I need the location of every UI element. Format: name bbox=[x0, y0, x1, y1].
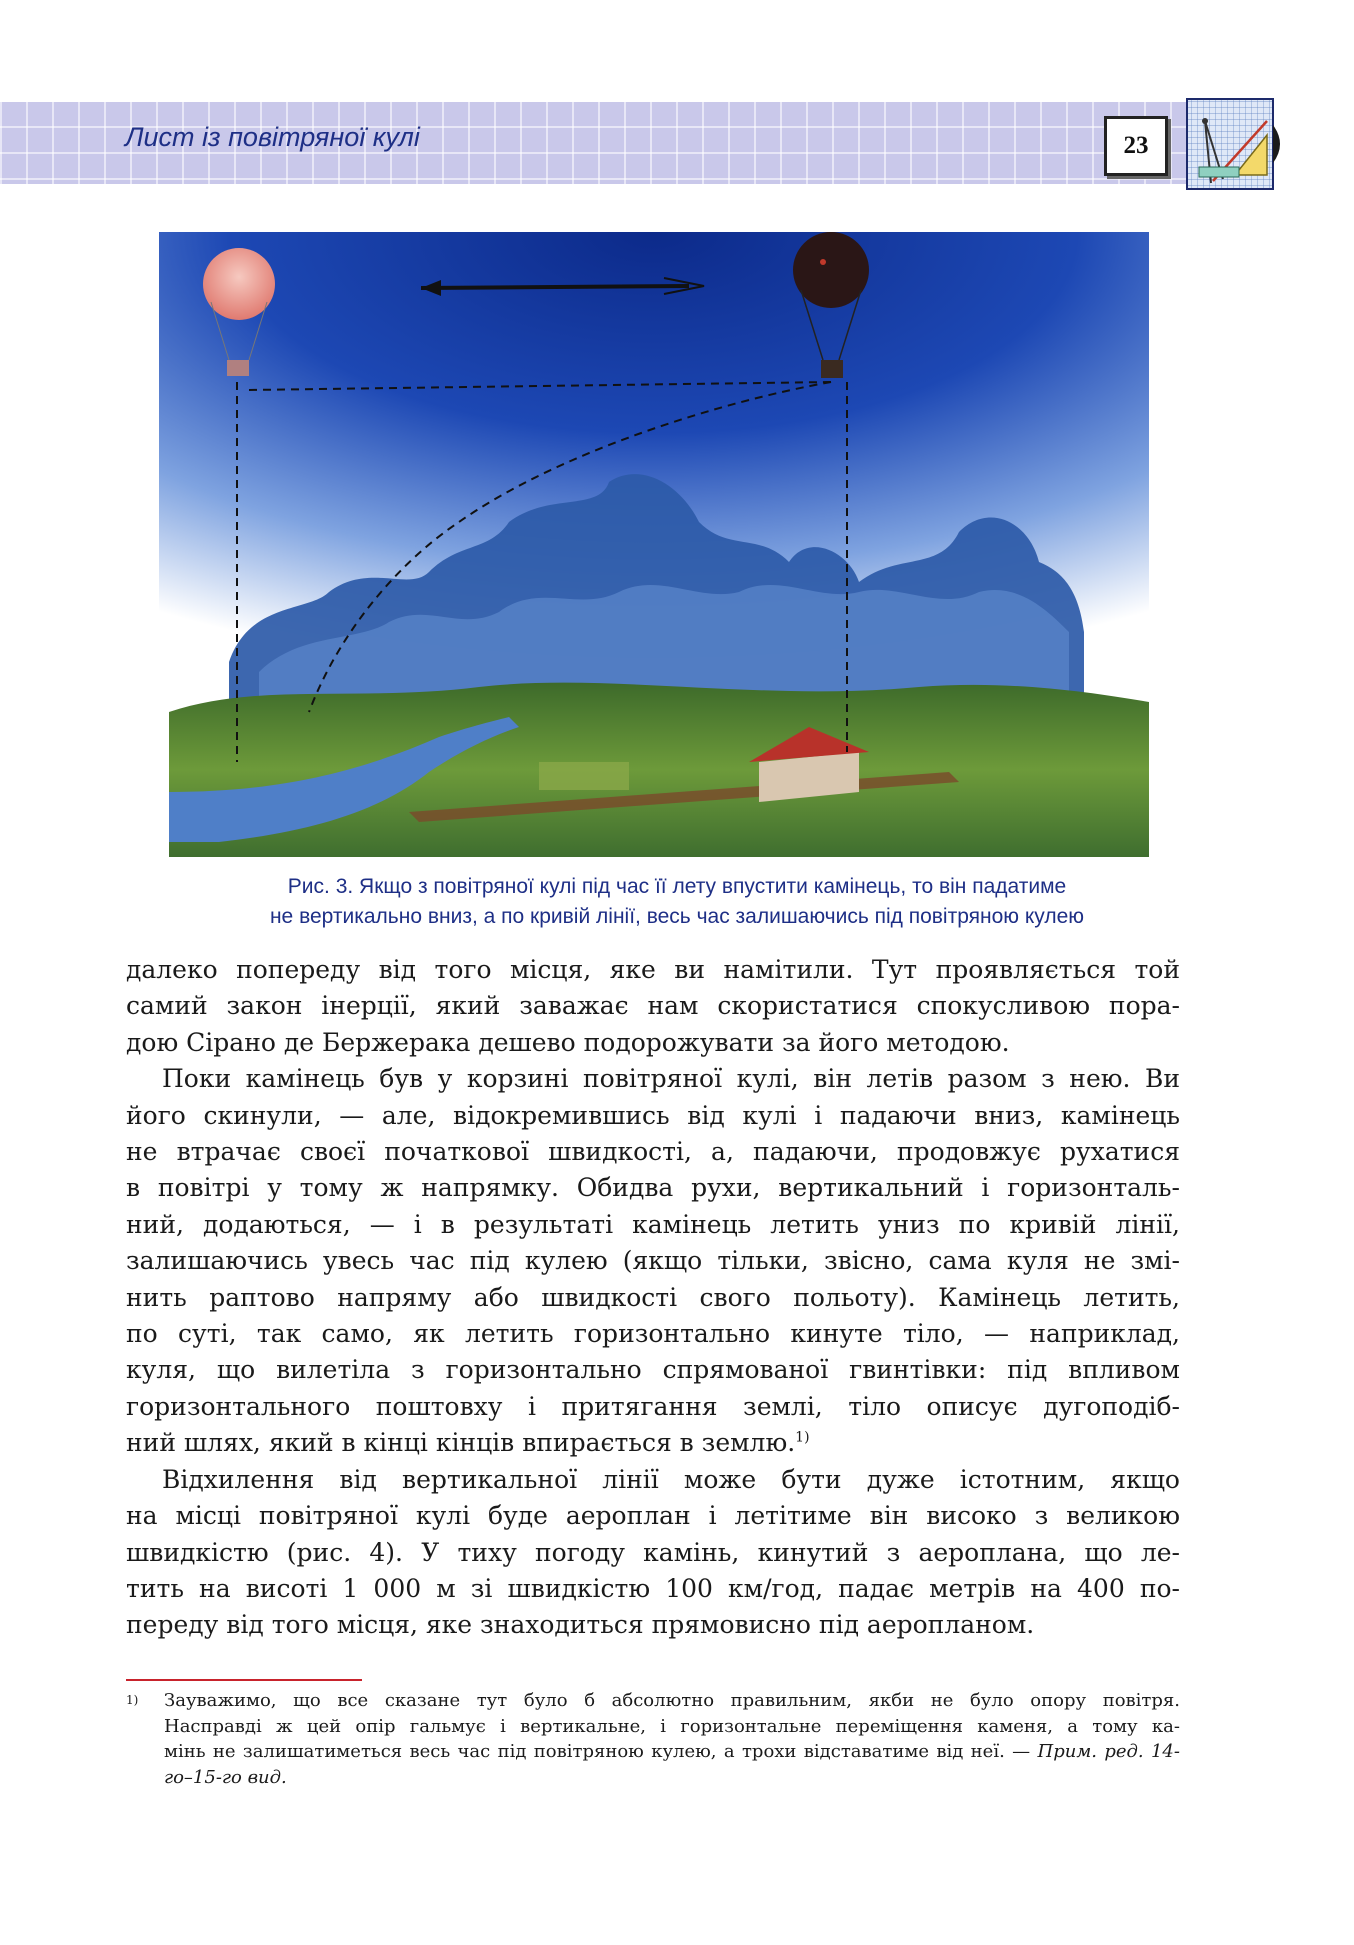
text-line: куля, що вилетіла з горизонтально спрямованої гвинтівки: під впливом bbox=[126, 1355, 1180, 1385]
footnote-ref: 1) bbox=[795, 1429, 810, 1446]
figure-caption bbox=[120, 872, 1234, 932]
text-line: горизонтального поштовху і притягання землі, тіло описує дугоподіб- bbox=[126, 1391, 1180, 1421]
text-line: по суті, так само, як летить горизонтально кинуте тіло, — наприклад, bbox=[126, 1319, 1180, 1349]
footnote-divider bbox=[126, 1679, 362, 1681]
text-line: в повітрі у тому ж напрямку. Обидва рухи, вертикальний і горизонталь- bbox=[126, 1173, 1180, 1203]
paragraph bbox=[126, 1462, 1180, 1644]
text-line-content: ний шлях, який в кінці кінців впирається в землю. bbox=[126, 1428, 796, 1458]
footnote-line-content: мінь не залишатиметься весь час під повітряною кулею, а трохи відставатиме від неї. — bbox=[164, 1741, 1031, 1762]
text-line: дою Сірано де Бержерака дешево подорожувати за його методою. bbox=[126, 1027, 1010, 1057]
text-line: не втрачає своєї початкової швидкості, а, падаючи, продовжує рухатися bbox=[126, 1137, 1180, 1167]
text-line: далеко попереду від того місця, яке ви намітили. Тут проявляється той bbox=[126, 955, 1180, 984]
caption-line: не вертикально вниз, а по кривій лінії, весь час залишаючись під повітряною кулею bbox=[269, 905, 1085, 928]
text-line: його скинули, — але, відокремившись від кулі і падаючи вниз, камінець bbox=[126, 1100, 1180, 1130]
body-text bbox=[126, 952, 1180, 1644]
text-line: переду від того місця, яке знаходиться прямовисно під аеропланом. bbox=[126, 1610, 1035, 1640]
text-line: самий закон інерції, який заважає нам скористатися спокусливою пора- bbox=[126, 991, 1180, 1021]
text-line: Поки камінець був у корзині повітряної кулі, він летів разом з нею. Ви bbox=[162, 1064, 1180, 1094]
editor-note: Прим. ред. 14-го–15-го вид. bbox=[164, 1741, 1180, 1788]
footnote bbox=[126, 1688, 1180, 1790]
text-line: нить раптово напряму або швидкості свого польоту). Камінець летить, bbox=[126, 1282, 1180, 1312]
balloon-illustration bbox=[159, 232, 1149, 857]
paragraph bbox=[126, 1061, 1180, 1461]
text-line: швидкістю (рис. 4). У тиху погоду камінь, кинутий з аероплана, що ле- bbox=[126, 1537, 1180, 1567]
paragraph bbox=[126, 952, 1180, 1061]
text-line: на місці повітряної кулі буде аероплан і летітиме він високо з великою bbox=[126, 1501, 1180, 1531]
footnote-line bbox=[164, 1739, 1180, 1790]
footnote-text bbox=[164, 1688, 1180, 1790]
text-line: ний, додаються, — і в результаті камінець летить униз по кривій лінії, bbox=[126, 1209, 1180, 1239]
footnote-line: Зауважимо, що все сказане тут було б абсолютно правильним, якби не було опору повітря. bbox=[164, 1690, 1180, 1711]
page-number: 23 bbox=[1104, 116, 1168, 176]
running-header-title: Лист із повітряної кулі bbox=[125, 122, 420, 152]
footnote-line: Насправді ж цей опір гальмує і вертикальне, і горизонтальне переміщення каменя, а тому ка- bbox=[164, 1715, 1180, 1737]
footnote-mark: 1) bbox=[126, 1693, 139, 1707]
caption-line: Рис. 3. Якщо з повітряної кулі під час її лету впустити камінець, то він падатиме bbox=[287, 875, 1067, 898]
text-line bbox=[126, 1425, 1180, 1461]
text-line: тить на висоті 1 000 м зі швидкістю 100 км/год, падає метрів на 400 по- bbox=[126, 1573, 1180, 1603]
text-line: залишаючись увесь час під кулею (якщо тільки, звісно, сама куля не змі- bbox=[126, 1246, 1180, 1276]
text-line: Відхилення від вертикальної лінії може бути дуже істотним, якщо bbox=[162, 1464, 1180, 1494]
geometry-tools-logo bbox=[1185, 95, 1287, 193]
